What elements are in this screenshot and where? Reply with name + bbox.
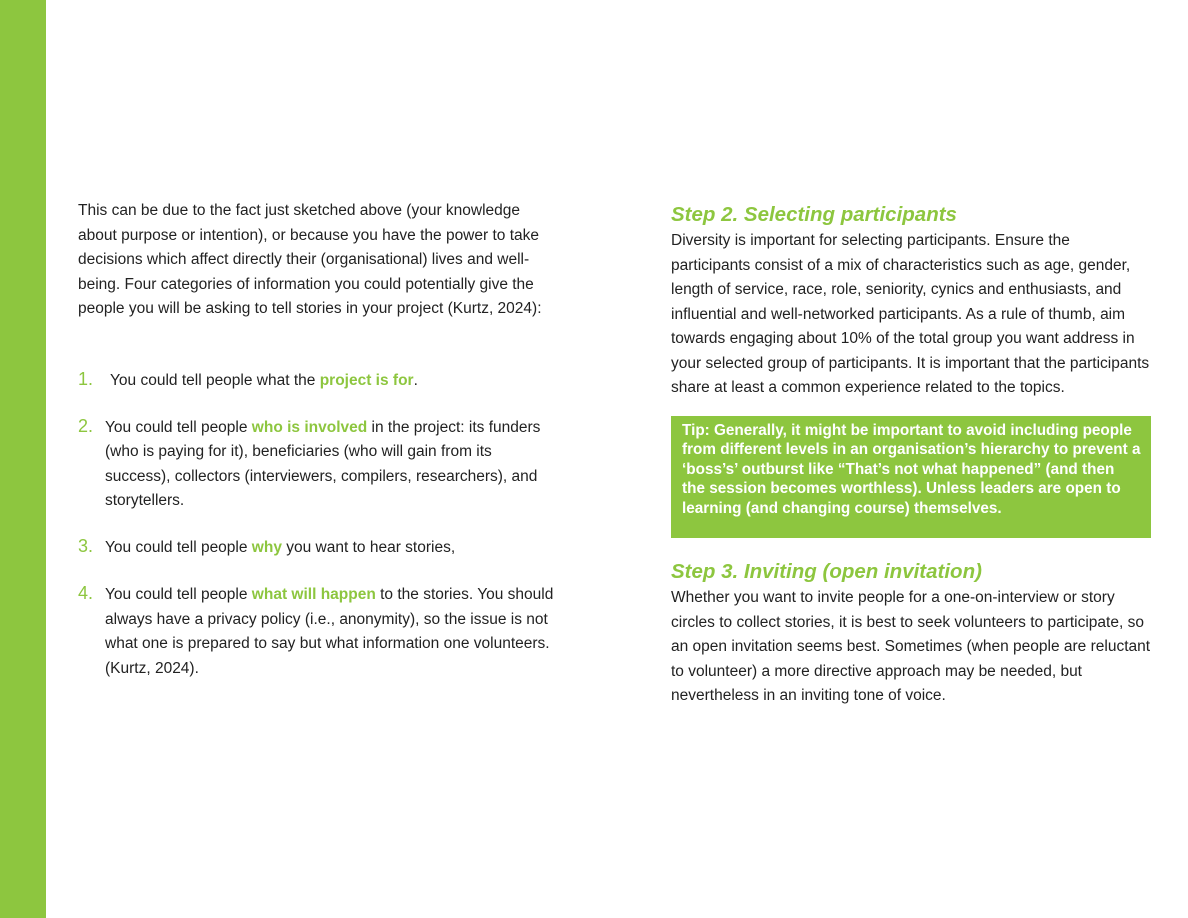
intro-paragraph: This can be due to the fact just sketched above (your knowledge about purpose or intention), or because you have the power to take decisions which affect directly their (organisational) lives and well-being. Four categories of information you could potentially give the people you will be asking to tell stories in your project (Kurtz, 2024): <box>78 202 542 317</box>
list-text: You could tell people <box>105 539 252 556</box>
list-item <box>78 369 558 394</box>
list-text: you want to hear stories, <box>281 539 456 556</box>
highlight-text: who is involved <box>251 418 368 436</box>
list-number: 1. <box>78 368 94 389</box>
tip-box: Tip: Generally, it might be important to avoid including people from different levels in an organisation’s hierarchy to prevent a ‘boss’s’ outburst like “That’s not what happened” (and then the session becomes worthless). Unless leaders are open to learning (and changing course) themselves. <box>671 416 1151 539</box>
list-number: 4. <box>78 583 94 603</box>
highlight-text: why <box>251 539 282 556</box>
step3-heading: Step 3. Inviting (open invitation) <box>671 560 982 583</box>
left-column <box>78 199 558 704</box>
step2-body: Diversity is important for selecting participants. Ensure the participants consist of a mix of characteristics such as age, gender, length of service, race, role, seniority, cynics and enthusiasts, and influential and well-networked participants. As a rule of thumb, aim towards engaging about 10% of the total group you want address in your selected group of participants. It is important that the participants share at least a common experience related to the topics. <box>671 232 1150 396</box>
list-text: . <box>413 371 418 389</box>
list-text: You could tell people <box>105 586 252 603</box>
information-categories-list <box>78 369 558 682</box>
list-item <box>78 536 558 561</box>
right-column <box>671 201 1151 709</box>
list-number: 3. <box>78 536 94 556</box>
list-text: You could tell people <box>105 418 252 436</box>
list-text: in the project: its funders (who is paying for it), beneficiaries (who will gain from its success), collectors (interviewers, compilers, researchers), and storytellers. <box>105 418 541 509</box>
list-item <box>78 583 558 681</box>
step3-section <box>671 558 1151 709</box>
highlight-text: what will happen <box>251 586 376 603</box>
list-text: You could tell people what the <box>110 371 320 389</box>
highlight-text: project is for <box>319 371 414 389</box>
side-accent-bar <box>0 0 46 918</box>
list-item <box>78 416 558 514</box>
step3-body: Whether you want to invite people for a one-on-interview or story circles to collect stories, it is best to seek volunteers to participate, so an open invitation seems best. Sometimes (when people are reluctant to volunteer) a more directive approach may be needed, but nevertheless in an inviting tone of voice. <box>671 589 1151 704</box>
step2-heading: Step 2. Selecting participants <box>671 203 957 226</box>
list-number: 2. <box>78 415 94 436</box>
list-text: to the stories. You should always have a privacy policy (i.e., anonymity), so the issue is not what one is prepared to say but what information one volunteers. (Kurtz, 2024). <box>105 586 554 677</box>
